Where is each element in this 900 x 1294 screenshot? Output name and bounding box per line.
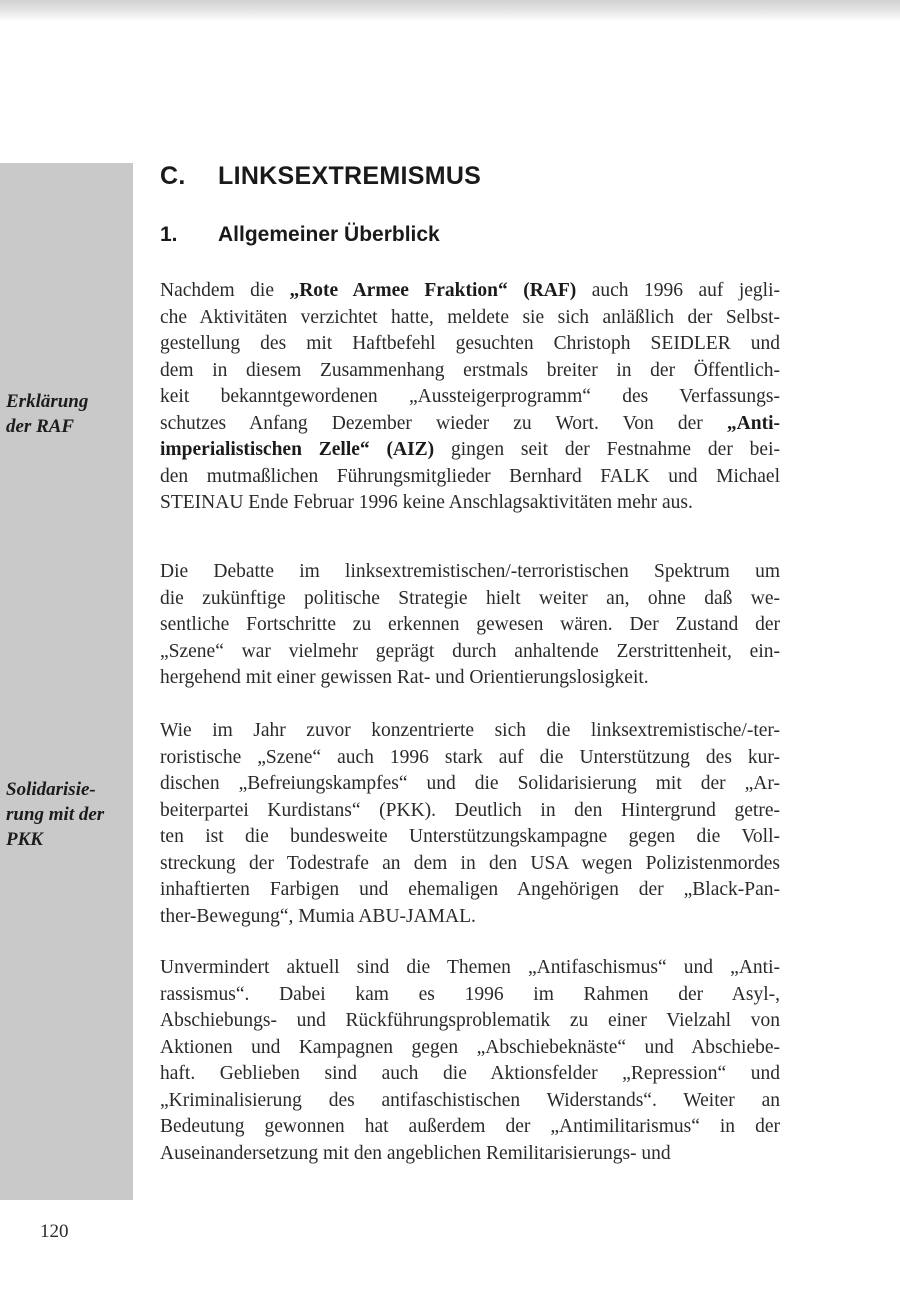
text-line: STEINAU Ende Februar 1996 keine Anschlagsaktivitäten mehr aus.	[160, 492, 693, 513]
text-line: roristische „Szene“ auch 1996 stark auf die Unterstützung des kur-	[160, 746, 780, 768]
text-line: inhaftierten Farbigen und ehemaligen Angehörigen der „Black-Pan-	[160, 879, 780, 900]
text-line: imperialistischen Zelle“ (AIZ) gingen seit der Festnahme der bei-	[160, 439, 780, 460]
section-title: Allgemeiner Überblick	[218, 223, 440, 246]
paragraph-raf	[160, 278, 780, 517]
text-line: Unvermindert aktuell sind die Themen „Antifaschismus“ und „Anti-	[160, 957, 780, 978]
margin-note-raf	[6, 389, 131, 439]
margin-column	[0, 163, 133, 1200]
text-line: dem in diesem Zusammenhang erstmals breiter in der Öffentlich-	[160, 359, 780, 381]
chapter-title: LINKSEXTREMISMUS	[218, 162, 482, 190]
margin-note-line: Erklärung	[6, 391, 89, 412]
margin-note-line: Solidarisie-	[6, 779, 96, 800]
text-line: beiterpartei Kurdistans“ (PKK). Deutlich in den Hintergrund getre-	[160, 799, 780, 821]
text-line: ten ist die bundesweite Unterstützungskampagne gegen die Voll-	[160, 826, 780, 847]
text-line: schutzes Anfang Dezember wieder zu Wort. Von der „Anti-	[160, 412, 780, 434]
paragraph-debate	[160, 559, 780, 692]
scan-top-shadow	[0, 0, 900, 22]
text-line: hergehend mit einer gewissen Rat- und Orientierungslosigkeit.	[160, 667, 649, 688]
text-line: streckung der Todestrafe an dem in den USA wegen Polizistenmordes	[160, 852, 780, 874]
text-line: Die Debatte im linksextremistischen/-terroristischen Spektrum um	[160, 561, 780, 582]
text-line: ther-Bewegung“, Mumia ABU-JAMAL.	[160, 905, 476, 927]
bold-term: imperialistischen Zelle“ (AIZ)	[160, 439, 435, 460]
bold-term: „Rote Armee Fraktion“ (RAF)	[289, 280, 577, 301]
paragraph-pkk	[160, 718, 780, 930]
text-line: Bedeutung gewonnen hat außerdem der „Antimilitarismus“ in der	[160, 1116, 780, 1137]
bold-term: „Anti-	[726, 412, 780, 434]
text-line: gestellung des mit Haftbefehl gesuchten Christoph SEIDLER und	[160, 333, 780, 354]
section-number: 1.	[160, 223, 178, 246]
margin-note-pkk	[6, 777, 131, 852]
text-line: rassismus“. Dabei kam es 1996 im Rahmen der Asyl-,	[160, 983, 780, 1005]
margin-note-line: der RAF	[6, 416, 75, 437]
text-line: Nachdem die „Rote Armee Fraktion“ (RAF) auch 1996 auf jegli-	[160, 280, 780, 301]
text-line: Abschiebungs- und Rückführungsproblematik zu einer Vielzahl von	[160, 1010, 780, 1031]
chapter-heading	[160, 162, 481, 191]
text-line: Auseinandersetzung mit den angeblichen Remilitarisierungs- und	[160, 1142, 671, 1164]
text-line: „Szene“ war vielmehr geprägt durch anhaltende Zerstrittenheit, ein-	[160, 640, 780, 662]
section-heading	[160, 223, 440, 247]
paragraph-antifascism	[160, 955, 780, 1167]
text-line: den mutmaßlichen Führungsmitglieder Bernhard FALK und Michael	[160, 465, 780, 487]
text-line: che Aktivitäten verzichtet hatte, meldete sie sich anläßlich der Selbst-	[160, 306, 780, 328]
page-number: 120	[40, 1221, 69, 1242]
text-line: sentliche Fortschritte zu erkennen gewesen wären. Der Zustand der	[160, 614, 780, 635]
text-line: „Kriminalisierung des antifaschistischen Widerstands“. Weiter an	[160, 1089, 780, 1111]
margin-note-line: PKK	[6, 829, 43, 850]
text-line: haft. Geblieben sind auch die Aktionsfelder „Repression“ und	[160, 1063, 780, 1084]
chapter-number: C.	[160, 162, 186, 190]
text-line: Wie im Jahr zuvor konzentrierte sich die linksextremistische/-ter-	[160, 720, 780, 741]
text-line: Aktionen und Kampagnen gegen „Abschiebeknäste“ und Abschiebe-	[160, 1036, 780, 1058]
margin-note-line: rung mit der	[6, 804, 105, 825]
text-line: die zukünftige politische Strategie hielt weiter an, ohne daß we-	[160, 587, 780, 609]
text-line: dischen „Befreiungskampfes“ und die Solidarisierung mit der „Ar-	[160, 773, 780, 794]
text-line: keit bekanntgewordenen „Aussteigerprogramm“ des Verfassungs-	[160, 386, 780, 407]
